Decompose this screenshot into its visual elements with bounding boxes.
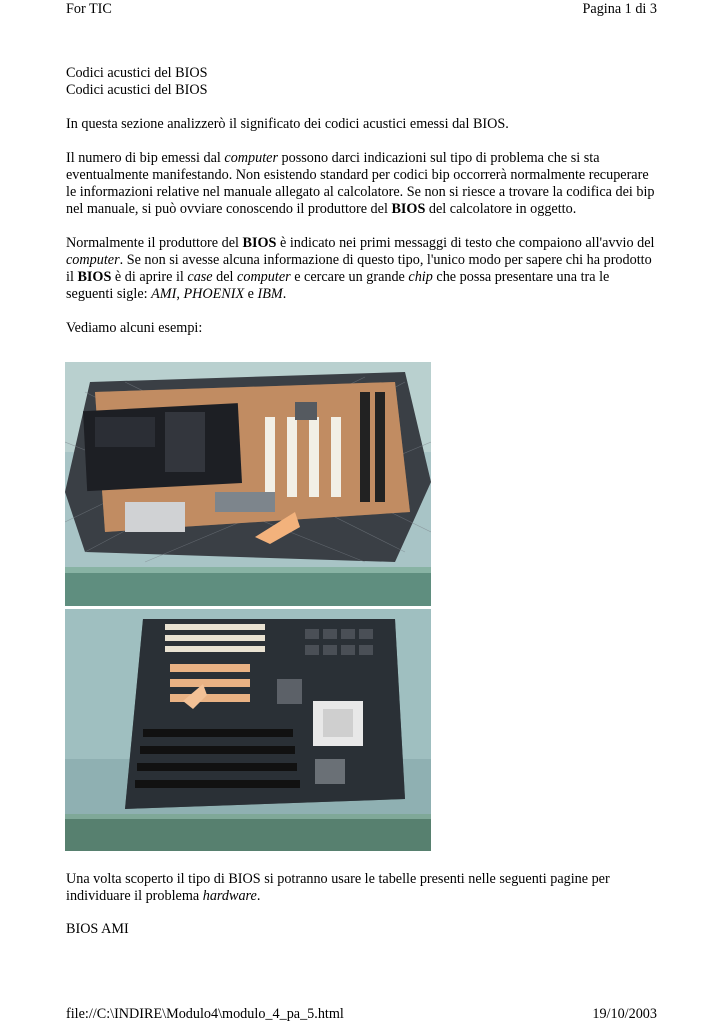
- section-heading-bios-ami: BIOS AMI: [66, 921, 129, 937]
- examples-intro: Vediamo alcuni esempi:: [66, 320, 203, 336]
- motherboard-photo-2-image: [65, 609, 431, 851]
- page-subtitle: Codici acustici del BIOS: [66, 82, 208, 98]
- footer-file-path: file://C:\INDIRE\Modulo4\modulo_4_pa_5.html: [66, 1006, 344, 1022]
- footer-date: 19/10/2003: [592, 1006, 657, 1022]
- page-title: Codici acustici del BIOS: [66, 65, 208, 81]
- paragraph-produttore: Normalmente il produttore del BIOS è indicato nei primi messaggi di testo che compaiono all'avvio del computer. Se non si avesse alcuna informazione di questo tipo, l'unico modo per sapere chi ha prodotto il BIOS è di aprire il case del computer e cercare un grande chip che possa presentare una tra le seguenti sigle: AMI, PHOENIX e IBM.: [66, 235, 655, 302]
- intro-paragraph: In questa sezione analizzerò il significato dei codici acustici emessi dal BIOS.: [66, 116, 509, 132]
- motherboard-photo-1-image: [65, 362, 431, 606]
- paragraph-bip: Il numero di bip emessi dal computer possono darci indicazioni sul tipo di problema che si sta eventualmente manifestando. Non esistendo standard per codici bip occorrerà normalmente recuperare le informazioni relative nel manuale allegato al calcolatore. Se non si riesce a trovare la codifica dei bip nel manuale, si può ovviare conoscendo il produttore del BIOS del calcolatore in oggetto.: [66, 150, 655, 217]
- paragraph-tabelle: Una volta scoperto il tipo di BIOS si potranno usare le tabelle presenti nelle seguenti pagine per individuare il problema hardware.: [66, 871, 610, 904]
- header-page-number: Pagina 1 di 3: [582, 1, 657, 17]
- motherboard-photo-2: [65, 609, 431, 851]
- header-left: For TIC: [66, 1, 112, 17]
- motherboard-photo-1: [65, 362, 431, 606]
- document-body: [66, 65, 658, 354]
